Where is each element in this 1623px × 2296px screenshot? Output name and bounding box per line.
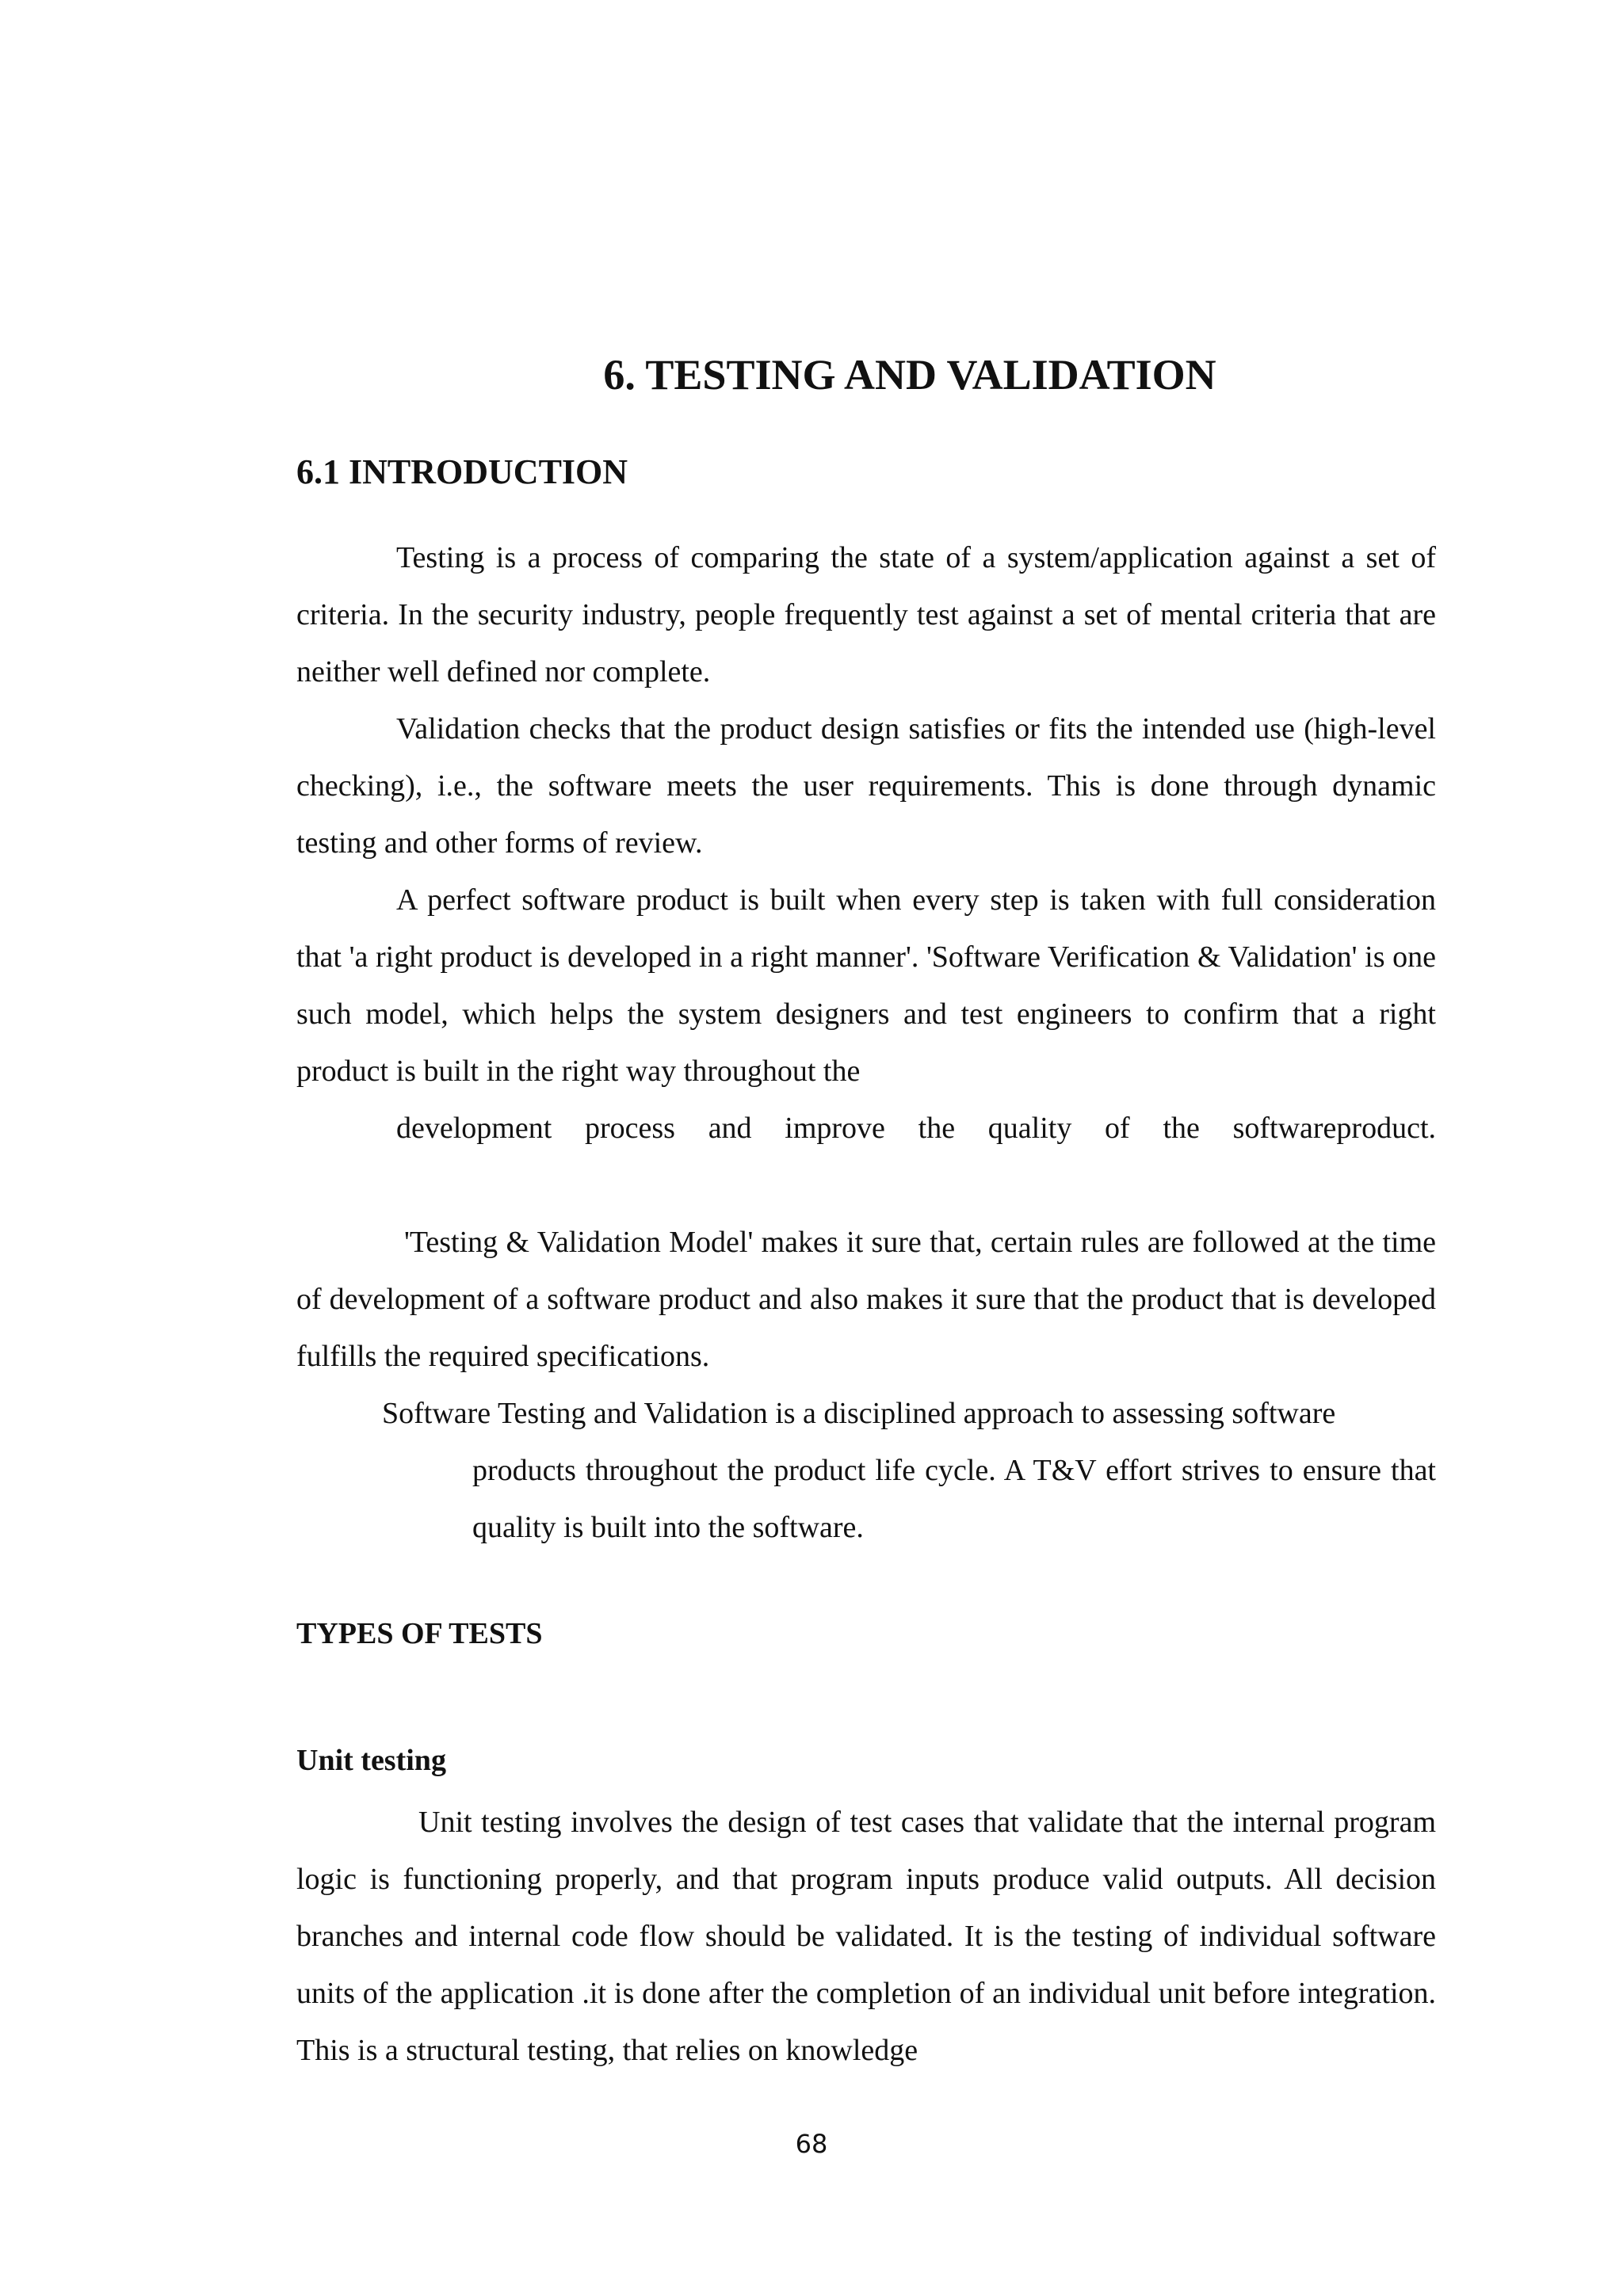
paragraph-validation-model: 'Testing & Validation Model' makes it sure that, certain rules are followed at the time of development of a software product and also makes it sure that the product that is developed fulfills the required specifications. (296, 1226, 1436, 1373)
page-number: 68 (795, 2129, 828, 2159)
paragraph-testing-definition: Testing is a process of comparing the state of a system/application against a set of criteria. In the security industry, people frequently test against a set of mental criteria that are neither well defined nor complete. (296, 541, 1436, 688)
paragraph-validation-definition: Validation checks that the product design satisfies or fits the intended use (high-level checking), i.e., the software meets the user requirements. This is done through dynamic testing and other forms of review. (296, 712, 1436, 860)
paragraph-software-product-main: A perfect software product is built when every step is taken with full consideration that 'a right product is developed in a right manner'. 'Software Verification & Validation' is one such model, which helps the system designers and test engineers to confirm that a right product is built in the right way throughout the (296, 883, 1436, 1088)
paragraph-tv-approach-first-line: Software Testing and Validation is a disciplined approach to assessing software (382, 1397, 1336, 1430)
types-of-tests-heading: TYPES OF TESTS (296, 1617, 543, 1650)
paragraph-software-product-last-line: development process and improve the quality of the softwareproduct. (396, 1112, 1436, 1145)
section-title: 6.1 INTRODUCTION (296, 452, 628, 491)
paragraph-software-product (296, 871, 1436, 1157)
chapter-title: 6. TESTING AND VALIDATION (603, 351, 1216, 399)
paragraph-tv-approach-rest: products throughout the product life cycle. A T&V effort strives to ensure that quality is built into the software. (472, 1454, 1436, 1544)
paragraph-tv-approach (382, 1385, 1436, 1556)
unit-testing-heading: Unit testing (296, 1744, 446, 1777)
paragraph-unit-testing: Unit testing involves the design of test cases that validate that the internal program logic is functioning properly, and that program inputs produce valid outputs. All decision branches and internal code flow should be validated. It is the testing of individual software units of the application .it is done after the completion of an individual unit before integration. This is a structural testing, that relies on knowledge (296, 1806, 1436, 2067)
